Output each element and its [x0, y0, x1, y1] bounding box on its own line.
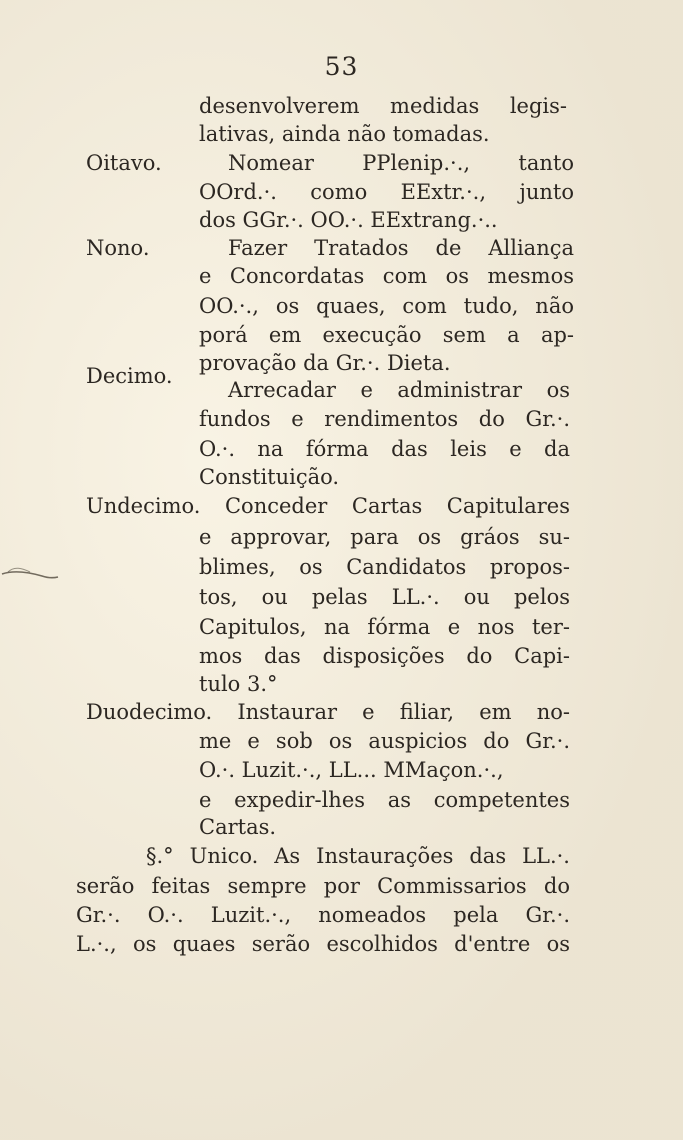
- text-line: e expedir-lhes as competentes: [199, 788, 570, 812]
- text-line: O.·. Luzit.·., LL... MMaçon.·.,: [199, 758, 504, 782]
- text-line: §.° Unico. As Instaurações das LL.·.: [146, 844, 570, 868]
- text-line: tulo 3.°: [199, 672, 278, 696]
- text-line: Constituição.: [199, 465, 340, 489]
- margin-label-nono: Nono.: [86, 236, 150, 260]
- text-line: Duodecimo. Instaurar e filiar, em no-: [86, 700, 570, 724]
- text-line: serão feitas sempre por Commissarios do: [76, 874, 570, 898]
- text-line: blimes, os Candidatos propos-: [199, 555, 570, 579]
- text-line: e Concordatas com os mesmos: [199, 264, 574, 288]
- text-line: provação da Gr.·. Dieta.: [199, 351, 451, 375]
- text-line: lativas, ainda não tomadas.: [199, 122, 490, 146]
- text-line: O.·. na fórma das leis e da: [199, 437, 570, 461]
- page-number: 53: [324, 52, 359, 81]
- text-line: fundos e rendimentos do Gr.·.: [199, 407, 570, 431]
- text-line: mos das disposições do Capi-: [199, 644, 570, 668]
- text-line: OOrd.·. como EExtr.·., junto: [199, 180, 574, 204]
- text-line: Nomear PPlenip.·., tanto: [228, 151, 574, 175]
- text-line: OO.·., os quaes, com tudo, não: [199, 294, 574, 318]
- text-line: dos GGr.·. OO.·. EExtrang.·..: [199, 208, 498, 232]
- text-line: e approvar, para os gráos su-: [199, 525, 570, 549]
- text-line: porá em execução sem a ap-: [199, 323, 574, 347]
- ink-mark: [0, 560, 60, 584]
- text-line: Arrecadar e administrar os: [228, 378, 570, 402]
- text-line: tos, ou pelas LL.·. ou pelos: [199, 585, 570, 609]
- text-line: Cartas.: [199, 815, 277, 839]
- margin-label-decimo: Decimo.: [86, 364, 173, 388]
- text-line: L.·., os quaes serão escolhidos d'entre os: [76, 932, 570, 956]
- text-line: Fazer Tratados de Alliança: [228, 236, 574, 260]
- text-line: Gr.·. O.·. Luzit.·., nomeados pela Gr.·.: [76, 903, 570, 927]
- text-line: me e sob os auspicios do Gr.·.: [199, 729, 570, 753]
- text-line: Undecimo. Conceder Cartas Capitulares: [86, 494, 570, 518]
- margin-label-oitavo: Oitavo.: [86, 151, 162, 175]
- text-line: Capitulos, na fórma e nos ter-: [199, 615, 570, 639]
- text-line: desenvolverem medidas legis-: [199, 94, 567, 118]
